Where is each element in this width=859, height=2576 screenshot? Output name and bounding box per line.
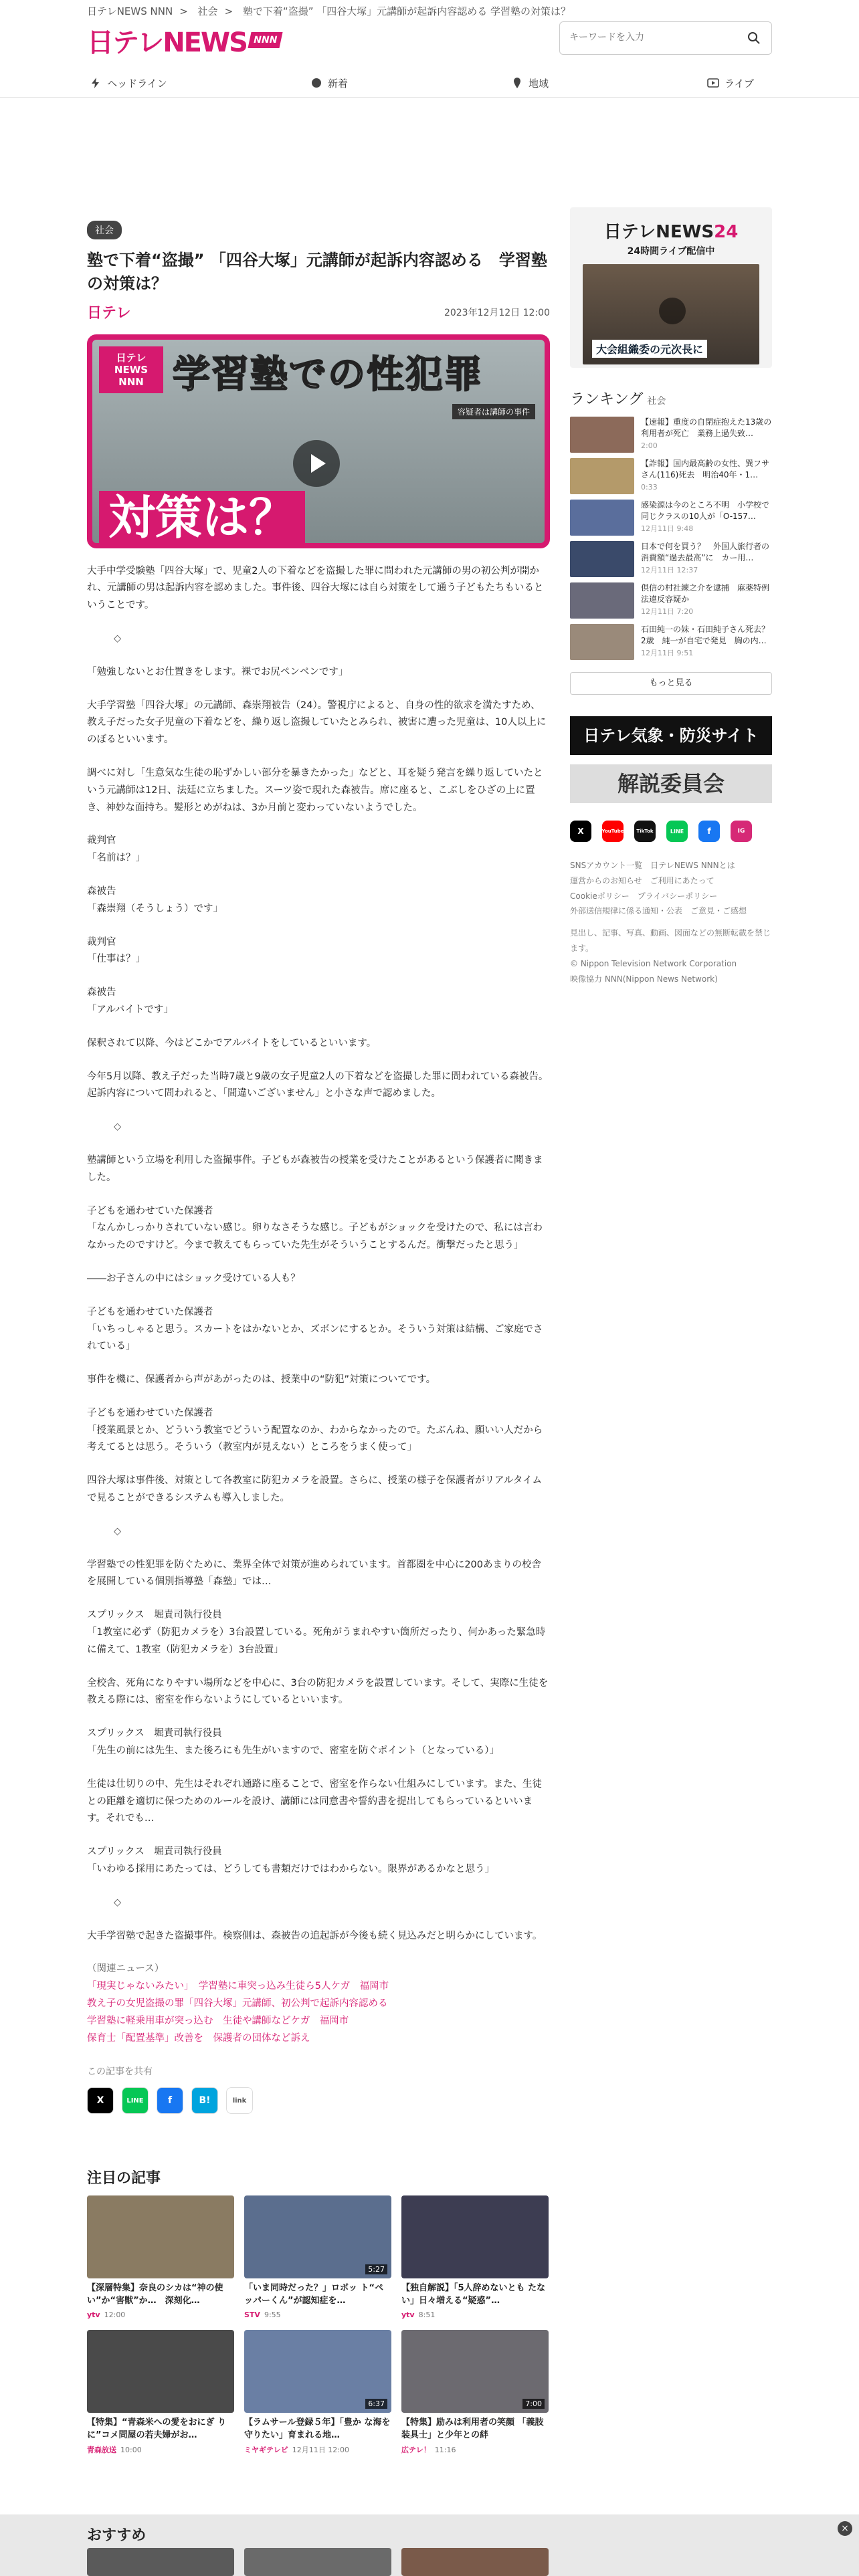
logo-tag: NNN xyxy=(248,32,282,48)
article-paragraph: 保釈されて以降、今はどこかでアルバイトをしているといいます。 xyxy=(87,1037,377,1049)
featured-thumbnail xyxy=(87,2330,234,2413)
recommend-bar xyxy=(0,2514,859,2576)
section-divider: ◇ xyxy=(114,1121,122,1133)
article-paragraph: 裁判官 「名前は？」 xyxy=(87,835,145,864)
related-news xyxy=(87,1961,550,2047)
tiktok-icon[interactable]: TikTok xyxy=(634,821,656,842)
featured-title: 「いま同時だった？」ロボッ ト“ペッパーくん”が認知症を… xyxy=(244,2283,384,2306)
ranking-item[interactable]: 石田純一の妹・石田純子さん死去？2歳 純一が自宅で発見 胸の内… 12月11日 9:51 xyxy=(570,624,772,665)
featured-meta xyxy=(401,2444,549,2455)
article-paragraph: 調べに対し「生意気な生徒の恥ずかしい部分を暴きたかった」などと、耳を疑う発言を繰り返していたという元講師は12日、法廷に立ちました。スーツ姿で現れた森被告。席に座ると、こぶしをひざの上に置き、神妙な面持ち。髪形とめがねは、3か月前と変わっていないようでした。 xyxy=(87,767,543,813)
video-duration: 7:00 xyxy=(522,2399,545,2409)
source-logo: 青森放送 xyxy=(87,2446,116,2455)
section-divider: ◇ xyxy=(114,633,122,644)
network-logo: 日テレ xyxy=(87,305,131,322)
featured-time: 12:00 xyxy=(104,2310,126,2319)
featured-card[interactable] xyxy=(401,2330,549,2456)
ranking-thumb xyxy=(570,458,634,494)
article-paragraph: 森被告 「アルバイトです」 xyxy=(87,987,173,1015)
nav-region[interactable]: 地域 xyxy=(430,70,630,96)
featured-card[interactable] xyxy=(87,2330,234,2456)
video-duration: 6:37 xyxy=(365,2399,387,2409)
ranking-list xyxy=(570,417,772,665)
copyright: © Nippon Television Network Corporation xyxy=(570,958,737,968)
live-logo: 日テレNEWS xyxy=(603,222,714,242)
logo-text: 日テレNEWS xyxy=(87,27,247,58)
article-paragraph: 学習塾での性犯罪を防ぐために、業界全体で対策が進められています。首都圏を中心に200あまりの校舎を展開している個別指導塾「森塾」では… xyxy=(87,1559,542,1588)
ranking-item[interactable]: 倶信の村社練之介を逮捕 麻薬特例法違反容疑か 12月11日 7:20 xyxy=(570,582,772,624)
commentary-banner[interactable]: 解説委員会 xyxy=(570,764,772,803)
hero-subcaption: 容疑者は講師の事件 xyxy=(452,404,535,419)
video-player[interactable] xyxy=(87,334,550,548)
featured-title: 【特集】励みは利用者の笑顔 「義肢装具士」と少年との絆 xyxy=(401,2417,544,2440)
related-link[interactable]: 教え子の女児盗撮の罪「四谷大塚」元講師、初公判で起訴内容認める xyxy=(87,1998,388,2010)
footer-link[interactable]: SNSアカウント一覧 日テレNEWS NNNとは xyxy=(570,861,735,870)
facebook-icon[interactable]: f xyxy=(698,821,720,842)
share-buttons xyxy=(87,2087,550,2114)
article-date: 2023年12月12日 12:00 xyxy=(444,307,550,318)
search-input[interactable] xyxy=(569,22,743,53)
recommend-card[interactable] xyxy=(87,2548,234,2576)
category-badge[interactable]: 社会 xyxy=(87,221,122,239)
featured-card[interactable] xyxy=(244,2330,391,2456)
featured-thumbnail xyxy=(401,2195,549,2278)
footer-link[interactable]: 運営からのお知らせ ご利用にあたって xyxy=(570,875,714,885)
featured-thumbnail xyxy=(244,2330,391,2413)
featured-thumbnail xyxy=(87,2195,234,2278)
bolt-icon xyxy=(90,77,102,89)
article-paragraph: 「勉強しないとお仕置きをします。裸でお尻ペンペンです」 xyxy=(87,666,349,677)
article-paragraph: 事件を機に、保護者から声があがったのは、授業中の“防犯”対策についてです。 xyxy=(87,1374,436,1386)
breadcrumb-current: 塾で下着“盗撮” 「四谷大塚」元講師が起訴内容認める 学習塾の対策は？ xyxy=(242,5,571,17)
article-paragraph: スプリックス 堀責司執行役員 「先生の前には先生、また後ろにも先生がいますので、密室を防ぐポイント（となっている）」 xyxy=(87,1728,499,1757)
related-link[interactable]: 学習塾に軽乗用車が突っ込む 生徒や講師などケガ 福岡市 xyxy=(87,2015,349,2026)
article-paragraph: 全校舎、死角になりやすい場所などを中心に、3台の防犯カメラを設置しています。そして、実際に生徒を教える際には、密室を作らないようにしているといいます。 xyxy=(87,1677,549,1706)
play-icon[interactable] xyxy=(293,440,340,487)
article-paragraph: 生徒は仕切りの中、先生はそれぞれ通路に座ることで、密室を作らない仕組みにしています。また、生徒との距離を適切に保つためのルールを設け、講師には同意書や誓約書を提出してもらっているといいます。それでも… xyxy=(87,1778,543,1824)
featured-time: 8:51 xyxy=(418,2310,436,2319)
ranking-category: 社会 xyxy=(647,396,666,407)
ranking-more-button[interactable]: もっと見る xyxy=(570,672,772,695)
breadcrumb-category[interactable]: 社会 xyxy=(197,5,218,17)
hero-caption-bottom: 対策は？ xyxy=(99,491,305,545)
recommend-heading: おすすめ xyxy=(87,2527,147,2544)
footer-link[interactable]: Cookieポリシー プライバシーポリシー xyxy=(570,891,718,901)
featured-title: 【特集】“青森米への愛をおにぎ りに”コメ問屋の若夫婦がお… xyxy=(87,2417,227,2440)
featured-time: 12月11日 12:00 xyxy=(292,2446,349,2455)
article-paragraph: 子どもを通わせていた保護者 「授業風景とか、どういう教室でどういう配置なのか、わからなかったので。たぶんね、願いい人だから考えてるとは思う。そういう（教室内が見えない）ところをうまく使って」 xyxy=(87,1407,543,1453)
breadcrumb: 日テレNEWS NNN > 社会 > 塾で下着“盗撮” 「四谷大塚」元講師が起訴内容認める 学習塾の対策は？ xyxy=(87,5,571,17)
article-title: 塾で下着“盗撮” 「四谷大塚」元講師が起訴内容認める 学習塾の対策は？ xyxy=(87,251,547,293)
weather-banner[interactable]: 日テレ気象・防災サイト xyxy=(570,716,772,755)
featured-title: 【深層特集】奈良のシカは“神の使い”か“害獣”か… 深刻化… xyxy=(87,2283,223,2306)
new-icon xyxy=(310,77,322,89)
line-icon[interactable]: LINE xyxy=(666,821,688,842)
article-paragraph: 森被告 「森崇翔（そうしょう）です」 xyxy=(87,885,223,914)
live-24-widget[interactable] xyxy=(570,207,772,368)
featured-thumbnail xyxy=(401,2330,549,2413)
related-link[interactable]: 「現実じゃないみたい」 学習塾に車突っ込み生徒ら5人ケガ 福岡市 xyxy=(87,1981,389,1992)
featured-card[interactable] xyxy=(401,2195,549,2319)
source-logo: ytv xyxy=(87,2310,100,2319)
featured-time: 10:00 xyxy=(120,2446,142,2455)
ranking-item[interactable]: 【詐報】国内最高齢の女性、巽フサさん(116)死去 明治40年・1… 0:33 xyxy=(570,458,772,500)
article-paragraph: 大手学習塾で起きた盗撮事件。検察側は、森被告の追起訴が今後も続く見込みだと明らかにしています。 xyxy=(87,1930,543,1941)
featured-heading: 注目の記事 xyxy=(87,2170,161,2187)
source-logo: ytv xyxy=(401,2310,415,2319)
article-body xyxy=(87,563,550,1945)
section-divider: ◇ xyxy=(114,1897,122,1908)
youtube-icon[interactable]: YouTube xyxy=(602,821,624,842)
close-icon[interactable]: × xyxy=(838,2521,852,2536)
article-paragraph: ――お子さんの中にはショック受けている人も？ xyxy=(87,1273,300,1284)
ranking-item[interactable]: 【速報】重度の自閉症抱えた13歳の利用者が死亡 業務上過失致… 2:00 xyxy=(570,417,772,458)
live-caption: 大会組織委の元次長に xyxy=(592,340,707,358)
ranking-item[interactable]: 日本で何を買う？ 外国人旅行者の消費額“過去最高”に カー用… 12月11日 12:37 xyxy=(570,541,772,582)
hero-caption-top: 学習塾での性犯罪 xyxy=(173,352,483,397)
section-divider: ◇ xyxy=(114,1525,122,1537)
live-video[interactable] xyxy=(583,264,759,364)
related-link[interactable]: 保育士「配置基準」改善を 保護者の団体など訴え xyxy=(87,2032,310,2044)
search-icon[interactable] xyxy=(747,31,761,45)
article-paragraph: スプリックス 堀責司執行役員 「1教室に必ず（防犯カメラを）3台設置している。死角がうまれやすい箇所だったり、何かあった緊急時に備えて、1教室（防犯カメラを）3台設置」 xyxy=(87,1610,546,1655)
ranking-item[interactable]: 感染源は今のところ不明 小学校で同じクラスの10人が「O-157… 12月11日 9:48 xyxy=(570,500,772,541)
featured-meta xyxy=(244,2444,391,2455)
hero-badge: 日テレ NEWS NNN xyxy=(99,346,163,393)
search-box xyxy=(559,21,772,55)
ranking-thumb xyxy=(570,582,634,619)
footer-links xyxy=(570,858,772,986)
nav-new[interactable]: 新着 xyxy=(229,70,430,96)
featured-meta xyxy=(87,2311,234,2319)
featured-card[interactable] xyxy=(244,2195,391,2319)
share-heading: この記事を共有 xyxy=(87,2066,153,2078)
ranking-thumb xyxy=(570,624,634,660)
video-duration: 5:27 xyxy=(365,2264,387,2274)
breadcrumb-home[interactable]: 日テレNEWS NNN xyxy=(87,5,173,17)
sidebar xyxy=(570,207,772,986)
source-logo: 広テレ！ xyxy=(401,2446,431,2455)
map-pin-icon xyxy=(511,77,523,89)
live-logo-num: 24 xyxy=(714,222,739,242)
featured-meta xyxy=(244,2311,391,2319)
play-icon[interactable] xyxy=(659,298,686,324)
live-icon xyxy=(707,77,719,89)
article-paragraph: 大手学習塾「四谷大塚」の元講師、森崇翔被告（24）。警視庁によると、自身の性的欲求を満たすため、教え子だった女子児童の下着などを、繰り返し盗撮していたとみられ、被害に遭った児童は、10人以上にのぼるといいます。 xyxy=(87,700,547,746)
ranking-heading: ランキング 社会 xyxy=(570,391,666,408)
featured-title: 【ラムサール登録５年】「豊か な海を守りたい」育まれる地… xyxy=(244,2417,391,2440)
article-paragraph: 大手中学受験塾「四谷大塚」で、児童2人の下着などを盗撮した罪に問われた元講師の男の初公判が開かれ、元講師の男は起訴内容を認めました。事件後、四谷大塚には自ら対策をして通う子どもたちもいるということです。 xyxy=(87,565,544,611)
article-paragraph: 子どもを通わせていた保護者 「なんかしっかりされていない感じ。卵りなさそうな感じ。子どもがショックを受けたので、私には言わなかったのですけど。今まで教えてもらっていた先生がそういうことするんだ。衝撃だったと思う」 xyxy=(87,1205,543,1251)
x-icon[interactable]: X xyxy=(570,821,591,842)
featured-card[interactable] xyxy=(87,2195,234,2319)
ranking-thumb xyxy=(570,541,634,577)
article-paragraph: 塾講師という立場を利用した盗撮事件。子どもが森被告の授業を受けたことがあるという保護者に聞きました。 xyxy=(87,1154,543,1183)
instagram-icon[interactable]: IG xyxy=(731,821,752,842)
featured-time: 11:16 xyxy=(434,2446,456,2455)
nav-headline[interactable]: ヘッドライン xyxy=(28,70,229,96)
related-heading: （関連ニュース） xyxy=(87,1963,165,1975)
featured-title: 【独自解説】「5人辞めないとも たない」日々増える“疑惑”… xyxy=(401,2283,546,2306)
social-links xyxy=(570,821,772,842)
footer-link[interactable]: 外部送信規律に係る通知・公表 ご意見・ご感想 xyxy=(570,906,747,916)
article-paragraph: 四谷大塚は事件後、対策として各教室に防犯カメラを設置。さらに、授業の様子を保護者がリアルタイムで見ることができるシステムも導入しました。 xyxy=(87,1475,543,1504)
video-credit: 映像協力 NNN(Nippon News Network) xyxy=(570,974,718,984)
article-paragraph: 裁判官 「仕事は？」 xyxy=(87,936,145,965)
recommend-card[interactable] xyxy=(244,2548,391,2576)
site-logo[interactable] xyxy=(87,25,281,58)
main-nav xyxy=(0,70,859,96)
live-subtitle: 24時間ライブ配信中 xyxy=(627,246,715,257)
share-hatena-button[interactable]: B! xyxy=(191,2087,218,2114)
article-paragraph: 今年5月以降、教え子だった当時7歳と9歳の女子児童2人の下着などを盗撮した罪に問われている森被告。起訴内容について問われると、「間違いございません」と小さな声で認めました。 xyxy=(87,1071,549,1099)
nav-live[interactable]: ライブ xyxy=(630,70,831,96)
featured-thumbnail xyxy=(244,2195,391,2278)
copyright-notice: 見出し、記事、写真、動画、図面などの無断転載を禁じます。 xyxy=(570,928,771,953)
ranking-thumb xyxy=(570,500,634,536)
featured-meta xyxy=(401,2311,549,2319)
source-logo: ミヤギテレビ xyxy=(244,2446,288,2455)
featured-meta xyxy=(87,2444,234,2455)
share-x-button[interactable]: X xyxy=(87,2087,114,2114)
featured-time: 9:55 xyxy=(264,2310,281,2319)
share-line-button[interactable]: LINE xyxy=(122,2087,149,2114)
ranking-thumb xyxy=(570,417,634,453)
copy-link-button[interactable]: link xyxy=(226,2087,253,2114)
article xyxy=(87,221,550,2114)
featured-section xyxy=(87,2167,550,2455)
article-paragraph: 子どもを通わせていた保護者 「いちっしゃると思う。スカートをはかないとか、ズボンにするとか。そういう対策は結構、ご家庭でされている」 xyxy=(87,1306,543,1352)
share-facebook-button[interactable]: f xyxy=(157,2087,183,2114)
recommend-card[interactable] xyxy=(401,2548,549,2576)
source-logo: STV xyxy=(244,2310,260,2319)
article-paragraph: スプリックス 堀責司執行役員 「いわゆる採用にあたっては、どうしても書類だけではわからない。限界があるかなと思う」 xyxy=(87,1846,494,1875)
site-header xyxy=(0,0,859,98)
